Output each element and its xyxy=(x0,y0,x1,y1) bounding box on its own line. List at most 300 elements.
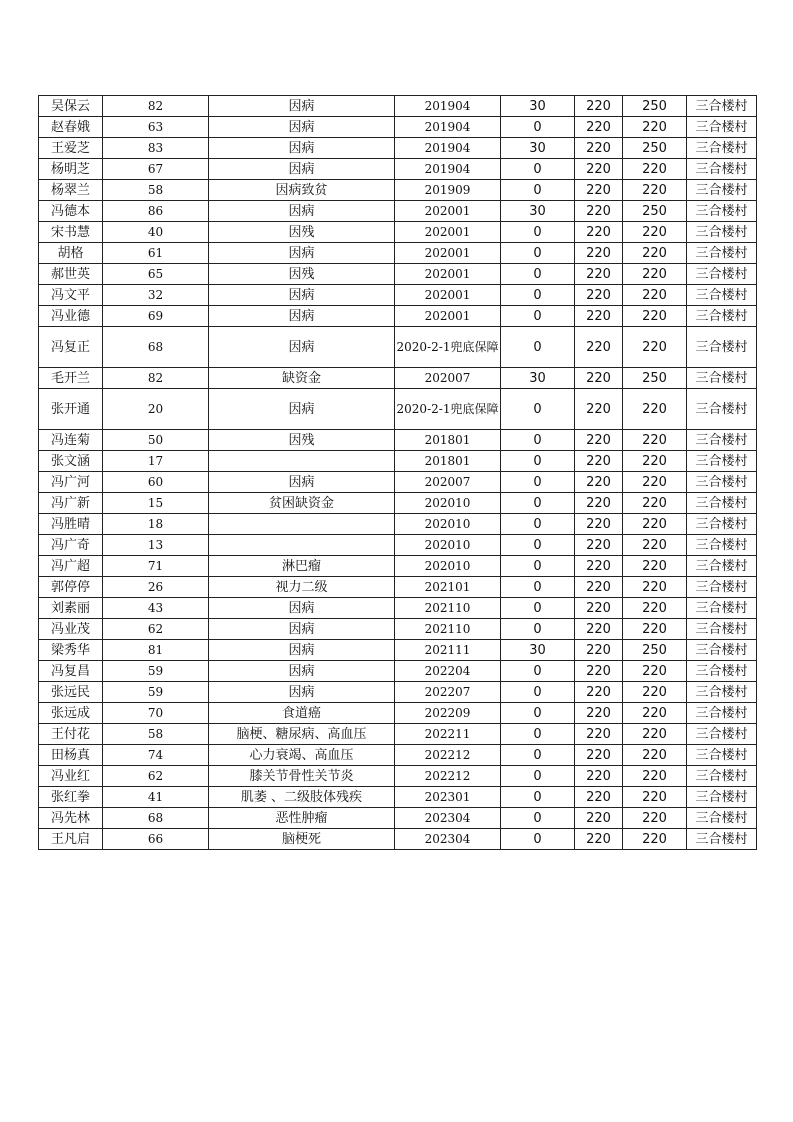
base-amount-cell: 220 xyxy=(575,472,623,493)
total-amount-cell: 220 xyxy=(623,598,687,619)
age-cell: 43 xyxy=(103,598,209,619)
extra-amount-cell: 30 xyxy=(501,201,575,222)
age-cell: 17 xyxy=(103,451,209,472)
reason-cell: 因病 xyxy=(209,472,395,493)
extra-amount-cell: 0 xyxy=(501,180,575,201)
base-amount-cell: 220 xyxy=(575,222,623,243)
base-amount-cell: 220 xyxy=(575,640,623,661)
extra-amount-cell: 0 xyxy=(501,264,575,285)
base-amount-cell: 220 xyxy=(575,535,623,556)
date-cell: 202110 xyxy=(395,598,501,619)
age-cell: 81 xyxy=(103,640,209,661)
date-cell: 202209 xyxy=(395,703,501,724)
base-amount-cell: 220 xyxy=(575,180,623,201)
date-cell: 202212 xyxy=(395,766,501,787)
table-row xyxy=(39,682,757,703)
total-amount-cell: 220 xyxy=(623,430,687,451)
age-cell: 69 xyxy=(103,306,209,327)
total-amount-cell: 220 xyxy=(623,766,687,787)
reason-cell: 缺资金 xyxy=(209,368,395,389)
total-amount-cell: 250 xyxy=(623,201,687,222)
name-cell: 胡格 xyxy=(39,243,103,264)
reason-cell: 因病 xyxy=(209,117,395,138)
base-amount-cell: 220 xyxy=(575,556,623,577)
name-cell: 张远成 xyxy=(39,703,103,724)
date-cell: 202212 xyxy=(395,745,501,766)
name-cell: 冯广新 xyxy=(39,493,103,514)
reason-cell: 因病 xyxy=(209,640,395,661)
total-amount-cell: 220 xyxy=(623,451,687,472)
total-amount-cell: 220 xyxy=(623,682,687,703)
name-cell: 吴保云 xyxy=(39,96,103,117)
total-amount-cell: 250 xyxy=(623,368,687,389)
extra-amount-cell: 0 xyxy=(501,472,575,493)
age-cell: 66 xyxy=(103,829,209,850)
age-cell: 63 xyxy=(103,117,209,138)
village-cell: 三合楼村 xyxy=(687,640,757,661)
age-cell: 40 xyxy=(103,222,209,243)
name-cell: 冯先林 xyxy=(39,808,103,829)
extra-amount-cell: 0 xyxy=(501,745,575,766)
extra-amount-cell: 0 xyxy=(501,598,575,619)
extra-amount-cell: 0 xyxy=(501,159,575,180)
reason-cell: 脑梗死 xyxy=(209,829,395,850)
table-row xyxy=(39,724,757,745)
village-cell: 三合楼村 xyxy=(687,808,757,829)
table-row xyxy=(39,703,757,724)
total-amount-cell: 220 xyxy=(623,514,687,535)
total-amount-cell: 220 xyxy=(623,117,687,138)
date-cell: 202010 xyxy=(395,556,501,577)
reason-cell: 因病 xyxy=(209,389,395,430)
village-cell: 三合楼村 xyxy=(687,138,757,159)
date-cell: 201801 xyxy=(395,430,501,451)
table-row xyxy=(39,661,757,682)
total-amount-cell: 220 xyxy=(623,285,687,306)
date-cell: 201904 xyxy=(395,159,501,180)
table-row xyxy=(39,619,757,640)
extra-amount-cell: 0 xyxy=(501,327,575,368)
reason-cell: 因残 xyxy=(209,430,395,451)
reason-cell: 因病 xyxy=(209,682,395,703)
table-row xyxy=(39,640,757,661)
date-cell: 201904 xyxy=(395,117,501,138)
total-amount-cell: 220 xyxy=(623,306,687,327)
base-amount-cell: 220 xyxy=(575,327,623,368)
base-amount-cell: 220 xyxy=(575,682,623,703)
name-cell: 梁秀华 xyxy=(39,640,103,661)
total-amount-cell: 220 xyxy=(623,619,687,640)
village-cell: 三合楼村 xyxy=(687,535,757,556)
extra-amount-cell: 0 xyxy=(501,430,575,451)
base-amount-cell: 220 xyxy=(575,138,623,159)
date-cell: 202211 xyxy=(395,724,501,745)
table-row xyxy=(39,535,757,556)
name-cell: 冯广超 xyxy=(39,556,103,577)
date-cell: 202010 xyxy=(395,535,501,556)
age-cell: 58 xyxy=(103,180,209,201)
name-cell: 冯业茂 xyxy=(39,619,103,640)
age-cell: 86 xyxy=(103,201,209,222)
age-cell: 68 xyxy=(103,327,209,368)
total-amount-cell: 220 xyxy=(623,159,687,180)
total-amount-cell: 220 xyxy=(623,493,687,514)
name-cell: 冯复昌 xyxy=(39,661,103,682)
village-cell: 三合楼村 xyxy=(687,661,757,682)
age-cell: 59 xyxy=(103,661,209,682)
name-cell: 冯复正 xyxy=(39,327,103,368)
table-row xyxy=(39,368,757,389)
date-cell: 202110 xyxy=(395,619,501,640)
table-row xyxy=(39,577,757,598)
village-cell: 三合楼村 xyxy=(687,285,757,306)
reason-cell: 因病 xyxy=(209,619,395,640)
total-amount-cell: 220 xyxy=(623,577,687,598)
village-cell: 三合楼村 xyxy=(687,243,757,264)
table-body xyxy=(39,96,757,850)
base-amount-cell: 220 xyxy=(575,514,623,535)
extra-amount-cell: 0 xyxy=(501,389,575,430)
reason-cell: 因病 xyxy=(209,327,395,368)
village-cell: 三合楼村 xyxy=(687,222,757,243)
name-cell: 冯胜晴 xyxy=(39,514,103,535)
date-cell: 201904 xyxy=(395,96,501,117)
extra-amount-cell: 0 xyxy=(501,306,575,327)
total-amount-cell: 220 xyxy=(623,389,687,430)
table-row xyxy=(39,306,757,327)
village-cell: 三合楼村 xyxy=(687,327,757,368)
table-row xyxy=(39,201,757,222)
age-cell: 74 xyxy=(103,745,209,766)
table-row xyxy=(39,829,757,850)
base-amount-cell: 220 xyxy=(575,389,623,430)
extra-amount-cell: 0 xyxy=(501,451,575,472)
total-amount-cell: 220 xyxy=(623,264,687,285)
name-cell: 毛开兰 xyxy=(39,368,103,389)
base-amount-cell: 220 xyxy=(575,96,623,117)
name-cell: 杨明芝 xyxy=(39,159,103,180)
village-cell: 三合楼村 xyxy=(687,451,757,472)
extra-amount-cell: 0 xyxy=(501,222,575,243)
village-cell: 三合楼村 xyxy=(687,745,757,766)
table-row xyxy=(39,598,757,619)
reason-cell: 因残 xyxy=(209,264,395,285)
base-amount-cell: 220 xyxy=(575,787,623,808)
name-cell: 冯文平 xyxy=(39,285,103,306)
date-cell: 2020-2-1兜底保障 xyxy=(395,327,501,368)
table-row xyxy=(39,285,757,306)
extra-amount-cell: 30 xyxy=(501,138,575,159)
date-cell: 202010 xyxy=(395,493,501,514)
reason-cell: 贫困缺资金 xyxy=(209,493,395,514)
date-cell: 202101 xyxy=(395,577,501,598)
extra-amount-cell: 30 xyxy=(501,640,575,661)
assistance-table xyxy=(38,95,757,850)
name-cell: 张远民 xyxy=(39,682,103,703)
reason-cell: 因病致贫 xyxy=(209,180,395,201)
age-cell: 83 xyxy=(103,138,209,159)
date-cell: 201904 xyxy=(395,138,501,159)
age-cell: 65 xyxy=(103,264,209,285)
base-amount-cell: 220 xyxy=(575,201,623,222)
base-amount-cell: 220 xyxy=(575,368,623,389)
extra-amount-cell: 0 xyxy=(501,703,575,724)
reason-cell: 因病 xyxy=(209,598,395,619)
date-cell: 202111 xyxy=(395,640,501,661)
village-cell: 三合楼村 xyxy=(687,598,757,619)
table-row xyxy=(39,808,757,829)
village-cell: 三合楼村 xyxy=(687,472,757,493)
age-cell: 59 xyxy=(103,682,209,703)
date-cell: 202304 xyxy=(395,808,501,829)
reason-cell: 因病 xyxy=(209,661,395,682)
age-cell: 82 xyxy=(103,368,209,389)
age-cell: 60 xyxy=(103,472,209,493)
name-cell: 冯业德 xyxy=(39,306,103,327)
date-cell: 202001 xyxy=(395,201,501,222)
reason-cell: 因病 xyxy=(209,306,395,327)
extra-amount-cell: 30 xyxy=(501,368,575,389)
total-amount-cell: 220 xyxy=(623,327,687,368)
reason-cell: 因残 xyxy=(209,222,395,243)
village-cell: 三合楼村 xyxy=(687,514,757,535)
total-amount-cell: 220 xyxy=(623,535,687,556)
date-cell: 202007 xyxy=(395,368,501,389)
date-cell: 202304 xyxy=(395,829,501,850)
village-cell: 三合楼村 xyxy=(687,368,757,389)
date-cell: 202207 xyxy=(395,682,501,703)
village-cell: 三合楼村 xyxy=(687,829,757,850)
age-cell: 71 xyxy=(103,556,209,577)
name-cell: 张文涵 xyxy=(39,451,103,472)
extra-amount-cell: 0 xyxy=(501,243,575,264)
table-row xyxy=(39,766,757,787)
village-cell: 三合楼村 xyxy=(687,117,757,138)
table-row xyxy=(39,451,757,472)
reason-cell xyxy=(209,514,395,535)
reason-cell: 肌萎 、二级肢体残疾 xyxy=(209,787,395,808)
reason-cell: 因病 xyxy=(209,96,395,117)
age-cell: 15 xyxy=(103,493,209,514)
reason-cell: 食道癌 xyxy=(209,703,395,724)
date-cell: 202001 xyxy=(395,222,501,243)
extra-amount-cell: 0 xyxy=(501,535,575,556)
age-cell: 82 xyxy=(103,96,209,117)
extra-amount-cell: 0 xyxy=(501,661,575,682)
extra-amount-cell: 0 xyxy=(501,724,575,745)
name-cell: 张红拳 xyxy=(39,787,103,808)
date-cell: 202001 xyxy=(395,264,501,285)
age-cell: 18 xyxy=(103,514,209,535)
table-row xyxy=(39,222,757,243)
reason-cell: 视力二级 xyxy=(209,577,395,598)
extra-amount-cell: 0 xyxy=(501,514,575,535)
table-row xyxy=(39,493,757,514)
extra-amount-cell: 0 xyxy=(501,787,575,808)
table-row xyxy=(39,117,757,138)
base-amount-cell: 220 xyxy=(575,285,623,306)
reason-cell: 因病 xyxy=(209,138,395,159)
base-amount-cell: 220 xyxy=(575,159,623,180)
table-row xyxy=(39,556,757,577)
total-amount-cell: 220 xyxy=(623,787,687,808)
base-amount-cell: 220 xyxy=(575,745,623,766)
age-cell: 62 xyxy=(103,619,209,640)
table-row xyxy=(39,138,757,159)
date-cell: 202204 xyxy=(395,661,501,682)
age-cell: 41 xyxy=(103,787,209,808)
table-row xyxy=(39,327,757,368)
village-cell: 三合楼村 xyxy=(687,703,757,724)
total-amount-cell: 220 xyxy=(623,724,687,745)
total-amount-cell: 220 xyxy=(623,808,687,829)
village-cell: 三合楼村 xyxy=(687,430,757,451)
age-cell: 26 xyxy=(103,577,209,598)
village-cell: 三合楼村 xyxy=(687,159,757,180)
name-cell: 杨翠兰 xyxy=(39,180,103,201)
reason-cell xyxy=(209,451,395,472)
reason-cell: 淋巴瘤 xyxy=(209,556,395,577)
age-cell: 20 xyxy=(103,389,209,430)
date-cell: 202010 xyxy=(395,514,501,535)
name-cell: 冯广河 xyxy=(39,472,103,493)
total-amount-cell: 220 xyxy=(623,243,687,264)
village-cell: 三合楼村 xyxy=(687,619,757,640)
age-cell: 13 xyxy=(103,535,209,556)
extra-amount-cell: 30 xyxy=(501,96,575,117)
total-amount-cell: 250 xyxy=(623,96,687,117)
reason-cell xyxy=(209,535,395,556)
village-cell: 三合楼村 xyxy=(687,201,757,222)
extra-amount-cell: 0 xyxy=(501,829,575,850)
name-cell: 刘素丽 xyxy=(39,598,103,619)
date-cell: 202301 xyxy=(395,787,501,808)
date-cell: 202001 xyxy=(395,285,501,306)
reason-cell: 因病 xyxy=(209,285,395,306)
table-row xyxy=(39,159,757,180)
extra-amount-cell: 0 xyxy=(501,682,575,703)
table-row xyxy=(39,264,757,285)
table-row xyxy=(39,389,757,430)
base-amount-cell: 220 xyxy=(575,703,623,724)
base-amount-cell: 220 xyxy=(575,306,623,327)
name-cell: 宋书慧 xyxy=(39,222,103,243)
age-cell: 61 xyxy=(103,243,209,264)
reason-cell: 膝关节骨性关节炎 xyxy=(209,766,395,787)
base-amount-cell: 220 xyxy=(575,724,623,745)
base-amount-cell: 220 xyxy=(575,598,623,619)
table-row xyxy=(39,180,757,201)
reason-cell: 因病 xyxy=(209,159,395,180)
total-amount-cell: 220 xyxy=(623,472,687,493)
date-cell: 202001 xyxy=(395,243,501,264)
base-amount-cell: 220 xyxy=(575,766,623,787)
total-amount-cell: 220 xyxy=(623,829,687,850)
name-cell: 冯业红 xyxy=(39,766,103,787)
total-amount-cell: 220 xyxy=(623,745,687,766)
total-amount-cell: 220 xyxy=(623,556,687,577)
table-row xyxy=(39,472,757,493)
name-cell: 王凡启 xyxy=(39,829,103,850)
table-row xyxy=(39,430,757,451)
village-cell: 三合楼村 xyxy=(687,264,757,285)
name-cell: 王付花 xyxy=(39,724,103,745)
base-amount-cell: 220 xyxy=(575,451,623,472)
date-cell: 202007 xyxy=(395,472,501,493)
date-cell: 202001 xyxy=(395,306,501,327)
village-cell: 三合楼村 xyxy=(687,787,757,808)
reason-cell: 恶性肿瘤 xyxy=(209,808,395,829)
date-cell: 2020-2-1兜底保障 xyxy=(395,389,501,430)
extra-amount-cell: 0 xyxy=(501,556,575,577)
table-row xyxy=(39,243,757,264)
extra-amount-cell: 0 xyxy=(501,493,575,514)
village-cell: 三合楼村 xyxy=(687,180,757,201)
name-cell: 冯连菊 xyxy=(39,430,103,451)
table-row xyxy=(39,745,757,766)
age-cell: 32 xyxy=(103,285,209,306)
base-amount-cell: 220 xyxy=(575,493,623,514)
village-cell: 三合楼村 xyxy=(687,306,757,327)
name-cell: 冯德本 xyxy=(39,201,103,222)
village-cell: 三合楼村 xyxy=(687,682,757,703)
village-cell: 三合楼村 xyxy=(687,724,757,745)
reason-cell: 心力衰竭、高血压 xyxy=(209,745,395,766)
village-cell: 三合楼村 xyxy=(687,493,757,514)
table-row xyxy=(39,514,757,535)
name-cell: 田杨真 xyxy=(39,745,103,766)
total-amount-cell: 220 xyxy=(623,703,687,724)
total-amount-cell: 220 xyxy=(623,222,687,243)
extra-amount-cell: 0 xyxy=(501,766,575,787)
name-cell: 冯广奇 xyxy=(39,535,103,556)
village-cell: 三合楼村 xyxy=(687,577,757,598)
extra-amount-cell: 0 xyxy=(501,117,575,138)
name-cell: 郭停停 xyxy=(39,577,103,598)
base-amount-cell: 220 xyxy=(575,430,623,451)
age-cell: 68 xyxy=(103,808,209,829)
name-cell: 郝世英 xyxy=(39,264,103,285)
table-row xyxy=(39,96,757,117)
extra-amount-cell: 0 xyxy=(501,619,575,640)
age-cell: 70 xyxy=(103,703,209,724)
name-cell: 王爱芝 xyxy=(39,138,103,159)
total-amount-cell: 220 xyxy=(623,661,687,682)
base-amount-cell: 220 xyxy=(575,829,623,850)
name-cell: 张开通 xyxy=(39,389,103,430)
village-cell: 三合楼村 xyxy=(687,766,757,787)
extra-amount-cell: 0 xyxy=(501,577,575,598)
total-amount-cell: 250 xyxy=(623,138,687,159)
base-amount-cell: 220 xyxy=(575,243,623,264)
base-amount-cell: 220 xyxy=(575,577,623,598)
reason-cell: 因病 xyxy=(209,243,395,264)
table-row xyxy=(39,787,757,808)
village-cell: 三合楼村 xyxy=(687,96,757,117)
total-amount-cell: 220 xyxy=(623,180,687,201)
base-amount-cell: 220 xyxy=(575,808,623,829)
age-cell: 58 xyxy=(103,724,209,745)
age-cell: 62 xyxy=(103,766,209,787)
age-cell: 67 xyxy=(103,159,209,180)
extra-amount-cell: 0 xyxy=(501,285,575,306)
date-cell: 201801 xyxy=(395,451,501,472)
base-amount-cell: 220 xyxy=(575,619,623,640)
name-cell: 赵春娥 xyxy=(39,117,103,138)
base-amount-cell: 220 xyxy=(575,117,623,138)
age-cell: 50 xyxy=(103,430,209,451)
village-cell: 三合楼村 xyxy=(687,389,757,430)
